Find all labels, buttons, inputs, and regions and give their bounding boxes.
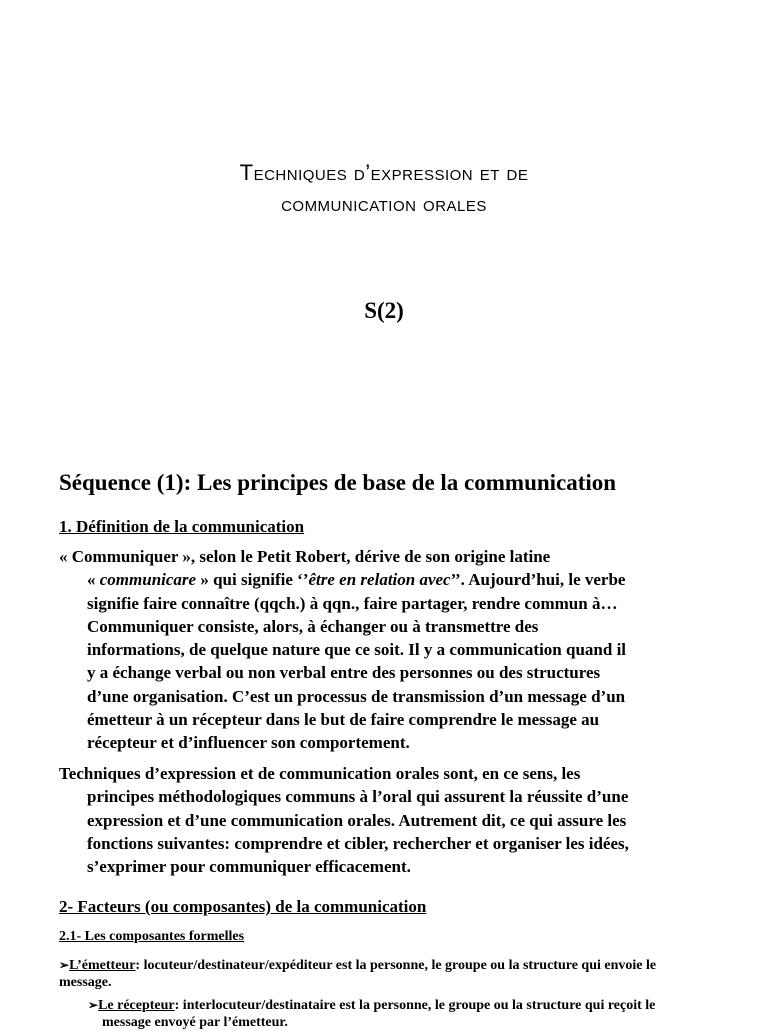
bullet-text-continuation: message. [59,975,112,990]
text-line: signifie faire connaître (qqch.) à qqn., faire partager, rendre commun à… [87,593,618,613]
text-line: fonctions suivantes: comprendre et cibler, rechercher et organiser les idées, [87,833,629,853]
text-line: Techniques d’expression et de communication orales sont, en ce sens, les [59,764,581,783]
bullet-recepteur [88,997,655,1031]
italic-term: communicare [99,570,197,590]
techniques-paragraph [59,762,719,877]
text-line: y a échange verbal ou non verbal entre des personnes ou des structures [87,663,601,683]
text-run: » qui signifie ‘’ [196,570,309,590]
text-line: récepteur et d’influencer son comportement. [87,733,410,753]
bullet-term: L’émetteur [69,958,136,973]
sequence-heading: Séquence (1): Les principes de base de la communication [59,470,617,495]
text-line: « Communiquer », selon le Petit Robert, dérive de son origine latine [59,547,551,566]
text-line: émetteur à un récepteur dans le but de faire comprendre le message au [87,710,600,730]
document-subtitle: S(2) [364,298,404,323]
text-line [59,568,719,591]
arrow-bullet-icon: ➢ [59,958,70,972]
document-title-line-2: communication orales [281,191,487,216]
bullet-text: : interlocuteur/destinataire est la personne, le groupe ou la structure qui reçoit le [174,998,656,1013]
bullet-term: Le récepteur [98,998,175,1013]
text-line: informations, de quelque nature que ce soit. Il y a communication quand il [87,640,627,660]
section-2-heading: 2- Facteurs (ou composantes) de la communication [59,897,427,916]
document-title-line-1: Techniques d’expression et de [239,160,529,185]
section-2-1-heading: 2.1- Les composantes formelles [59,929,245,944]
definition-paragraph [59,545,719,755]
bullet-text: : locuteur/destinateur/expéditeur est la personne, le groupe ou la structure qui envoie le [135,958,657,973]
bullet-emetteur [59,957,656,991]
text-line: d’une organisation. C’est un processus de transmission d’un message d’un [87,686,626,706]
text-line: Communiquer consiste, alors, à échanger ou à transmettre des [87,616,539,636]
arrow-bullet-icon: ➢ [88,998,99,1012]
text-line: expression et d’une communication orales. Autrement dit, ce qui assure les [87,810,627,830]
section-1-heading: 1. Définition de la communication [59,517,305,536]
text-run: ’’. Aujourd’hui, le verbe [450,570,626,590]
italic-term: être en relation avec [308,570,451,590]
text-line: principes méthodologiques communs à l’oral qui assurent la réussite d’une [87,787,629,807]
text-run: « [87,570,100,590]
bullet-text-continuation: message envoyé par l’émetteur. [102,1015,288,1030]
text-line: s’exprimer pour communiquer efficacement. [87,857,411,877]
